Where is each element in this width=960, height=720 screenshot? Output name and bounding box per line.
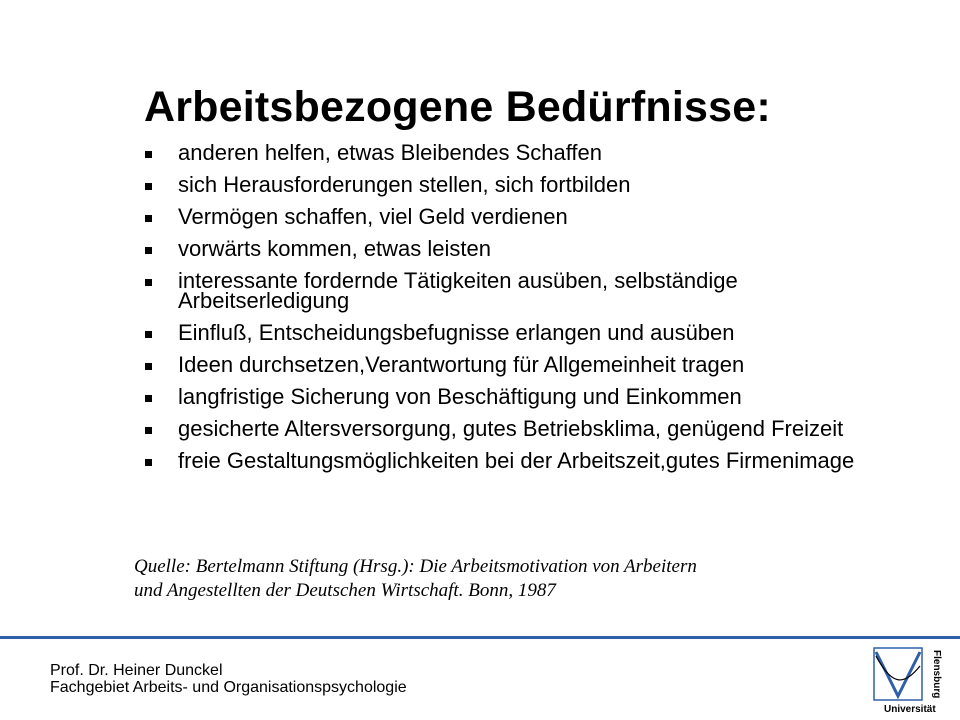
bullet-item: [142, 172, 902, 197]
university-logo: [862, 646, 946, 714]
bullet-text: anderen helfen, etwas Bleibendes Schaffen: [178, 140, 603, 165]
bullet-square-icon: [145, 459, 152, 466]
bullet-square-icon: [145, 183, 152, 190]
bullet-item: [142, 320, 902, 345]
source-citation: [134, 555, 894, 603]
logo-frame: [874, 648, 922, 700]
bullet-item: [142, 384, 902, 409]
bullet-square-icon: [145, 331, 152, 338]
bullet-item: [142, 204, 902, 229]
bullet-square-icon: [145, 151, 152, 158]
bullet-text: freie Gestaltungsmöglichkeiten bei der Arbeitszeit,gutes Firmenimage: [178, 448, 855, 473]
source-line: und Angestellten der Deutschen Wirtschaft. Bonn, 1987: [134, 580, 556, 601]
bullet-text: langfristige Sicherung von Beschäftigung und Einkommen: [178, 384, 742, 409]
bullet-square-icon: [145, 363, 152, 370]
bullet-text: gesicherte Altersversorgung, gutes Betriebsklima, genügend Freizeit: [178, 416, 844, 441]
bullet-text: vorwärts kommen, etwas leisten: [178, 236, 491, 261]
bullet-item: [142, 236, 902, 261]
bullet-item: [142, 448, 902, 473]
logo-word-bottom: Universität: [884, 704, 936, 714]
bullet-square-icon: [145, 427, 152, 434]
bullet-square-icon: [145, 215, 152, 222]
logo-word-top: Flensburg: [931, 650, 942, 699]
footer-divider: [0, 636, 960, 639]
bullet-text: Vermögen schaffen, viel Geld verdienen: [178, 204, 568, 229]
bullet-list: [142, 140, 902, 483]
source-line: Quelle: Bertelmann Stiftung (Hrsg.): Die Arbeitsmotivation von Arbeitern: [134, 556, 697, 577]
bullet-text: Ideen durchsetzen,Verantwortung für Allgemeinheit tragen: [178, 352, 745, 377]
bullet-item: [142, 416, 902, 441]
footer: [50, 662, 407, 696]
bullet-square-icon: [145, 395, 152, 402]
bullet-text: sich Herausforderungen stellen, sich fortbilden: [178, 172, 631, 197]
bullet-text: interessante fordernde Tätigkeiten ausüben, selbständige Arbeitserledigung: [178, 268, 738, 313]
bullet-text: Einfluß, Entscheidungsbefugnisse erlangen und ausüben: [178, 320, 735, 345]
footer-author: Prof. Dr. Heiner Dunckel: [50, 662, 223, 679]
slide-title: Arbeitsbezogene Bedürfnisse:: [144, 83, 771, 131]
bullet-item: [142, 140, 902, 165]
bullet-item: [142, 268, 902, 313]
bullet-square-icon: [145, 247, 152, 254]
bullet-square-icon: [145, 279, 152, 286]
footer-department: Fachgebiet Arbeits- und Organisationspsychologie: [50, 679, 407, 696]
bullet-item: [142, 352, 902, 377]
